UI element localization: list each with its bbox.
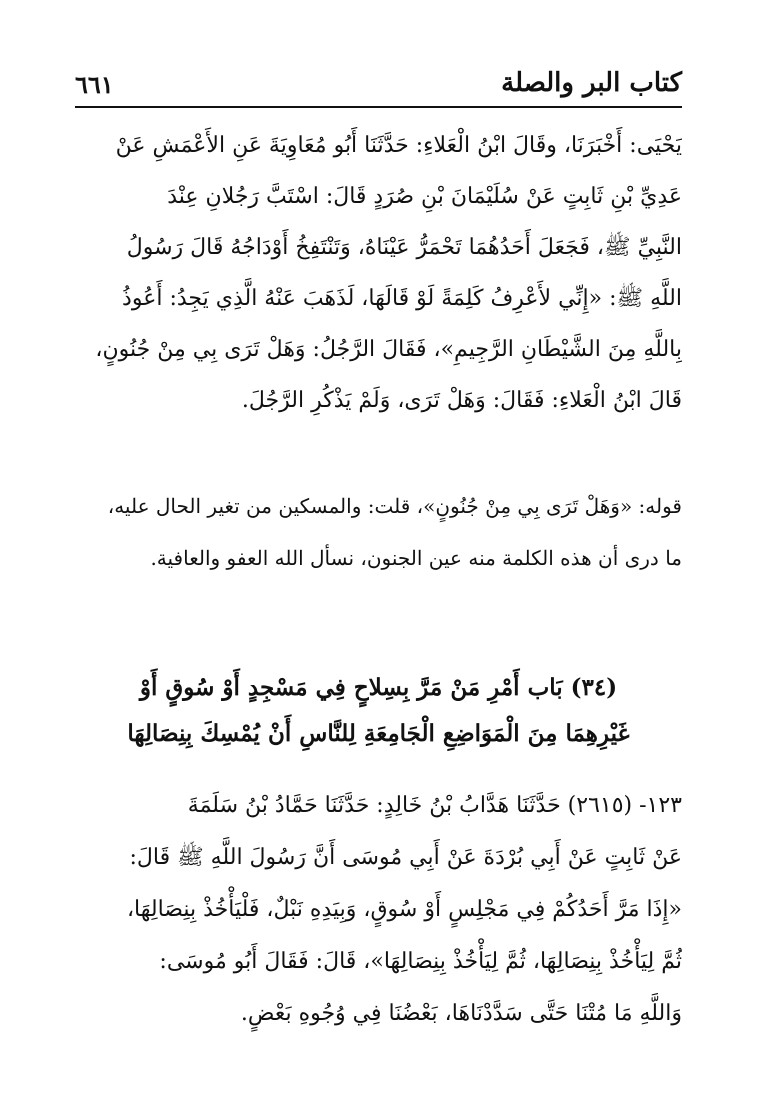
text-line: عَدِيِّ بْنِ ثَابِتٍ عَنْ سُلَيْمَانَ بْنِ صُرَدٍ قَالَ: اسْتَبَّ رَجُلانِ عِنْدَ: [167, 184, 682, 209]
text-line: يَحْيَى: أَخْبَرَنَا، وقَالَ ابْنُ الْعَلاءِ: حَدَّثَنَا أَبُو مُعَاوِيَةَ عَنِ الأَعْمَشِ عَنْ: [115, 133, 682, 158]
hadith-text-block: [75, 120, 682, 426]
commentary-line: ما درى أن هذه الكلمة منه عين الجنون، نسأل الله العفو والعافية.: [150, 546, 682, 570]
chapter-heading-line: (٣٤) بَاب أَمْرِ مَنْ مَرَّ بِسِلاحٍ فِي مَسْجِدٍ أَوْ سُوقٍ أَوْ: [139, 674, 618, 701]
commentary-block: [75, 480, 682, 584]
chapter-heading-line: غَيْرِهِمَا مِنَ الْمَوَاضِعِ الْجَامِعَةِ لِلنَّاسِ أَنْ يُمْسِكَ بِنِصَالِهَا: [127, 720, 630, 747]
text-line: وَاللَّهِ مَا مُتْنَا حَتَّى سَدَّدْنَاهَا، بَعْضُنَا فِي وُجُوهِ بَعْضٍ.: [240, 1001, 682, 1026]
book-section-title: كتاب البر والصلة: [501, 68, 682, 98]
running-header: [75, 62, 682, 108]
text-line: عَنْ ثَابِتٍ عَنْ أَبِي بُرْدَةَ عَنْ أَبِي مُوسَى أَنَّ رَسُولَ اللَّهِ ﷺ قَالَ:: [129, 845, 682, 870]
text-line: قَالَ ابْنُ الْعَلاءِ: فَقَالَ: وَهَلْ تَرَى، وَلَمْ يَذْكُرِ الرَّجُلَ.: [241, 388, 682, 413]
commentary-line: قوله: «وَهَلْ تَرَى بِي مِنْ جُنُونٍ»، قلت: والمسكين من تغير الحال عليه،: [107, 494, 682, 518]
hadith-text-block-2: [75, 780, 682, 1040]
page-number: ٦٦١: [75, 70, 114, 99]
text-line: النَّبِيِّ ﷺ، فَجَعَلَ أَحَدُهُمَا تَحْمَرُّ عَيْنَاهُ، وَتَنْتَفِخُ أَوْدَاجُهُ قَالَ رَسُولُ: [126, 235, 682, 260]
text-line: ثُمَّ لِيَأْخُذْ بِنِصَالِهَا، ثُمَّ لِيَأْخُذْ بِنِصَالِهَا»، قَالَ: فَقَالَ أَبُو مُوسَى:: [159, 949, 682, 974]
text-line: ١٢٣- (٢٦١٥) حَدَّثَنَا هَدَّابُ بْنُ خَالِدٍ: حَدَّثَنَا حَمَّادُ بْنُ سَلَمَةَ: [187, 793, 682, 818]
chapter-heading: [75, 665, 682, 757]
text-line: بِاللَّهِ مِنَ الشَّيْطَانِ الرَّجِيمِ»، فَقَالَ الرَّجُلُ: وَهَلْ تَرَى بِي مِنْ جُنُونٍ،: [95, 337, 682, 362]
text-line: «إِذَا مَرَّ أَحَدُكُمْ فِي مَجْلِسٍ أَوْ سُوقٍ، وَبِيَدِهِ نَبْلٌ، فَلْيَأْخُذْ بِنِصَالِهَا،: [126, 897, 682, 922]
text-line: اللَّهِ ﷺ: «إِنِّي لأَعْرِفُ كَلِمَةً لَوْ قَالَهَا، لَذَهَبَ عَنْهُ الَّذِي يَجِدُ: أَعُوذُ: [122, 286, 682, 311]
